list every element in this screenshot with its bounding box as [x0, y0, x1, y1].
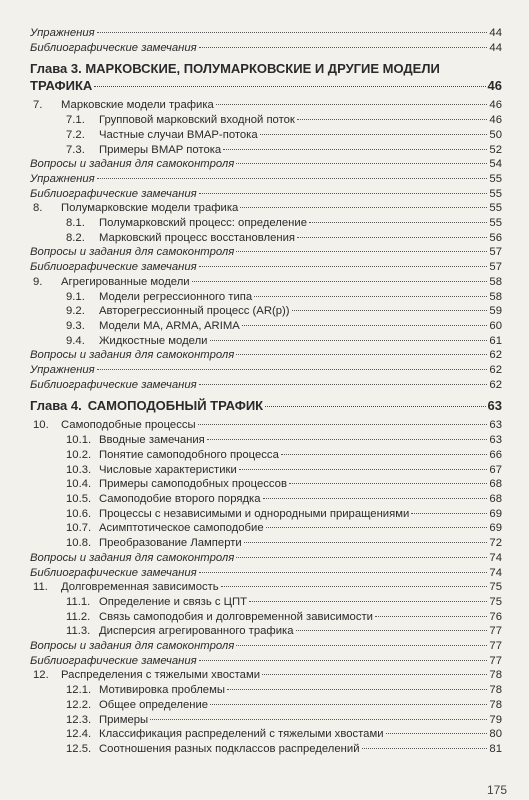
toc-entry: [66, 713, 502, 728]
toc-entry: [66, 727, 502, 742]
chapter-4-page: 63: [487, 398, 502, 414]
toc-entry-page: 58: [489, 290, 502, 303]
toc-entry-number: 11.3.: [66, 625, 91, 638]
toc-entry-page: 74: [489, 551, 502, 564]
toc-entry-label: Упражнения: [30, 27, 95, 39]
leader-dots: [292, 310, 487, 311]
toc-entry-number: 10.3.: [66, 463, 92, 476]
toc-entry-page: 63: [489, 419, 502, 432]
toc-entry: [66, 492, 502, 507]
toc-entry-page: 60: [489, 319, 502, 332]
toc-entry-page: 55: [489, 172, 502, 185]
toc-entry-label: Определение и связь с ЦПТ: [99, 595, 248, 608]
leader-dots: [199, 572, 487, 573]
toc-entry-label: Дисперсия агрегированного трафика: [99, 625, 294, 638]
leader-dots: [199, 266, 487, 267]
toc-entry-number: 10.8.: [66, 537, 92, 550]
toc-entry-page: 69: [489, 522, 502, 535]
toc-entry-label: Вопросы и задания для самоконтроля: [30, 349, 235, 362]
leader-dots: [262, 674, 487, 675]
toc-entry: [30, 172, 502, 187]
toc-entry-label: Авторегрессионный процесс (AR(p)): [99, 305, 290, 318]
toc-entry-label: Примеры самоподобных процессов: [99, 478, 287, 491]
toc-entry-label: Вопросы и задания для самоконтроля: [30, 158, 235, 171]
leader-dots: [97, 178, 487, 179]
leader-dots: [362, 748, 487, 749]
toc-entry-page: 59: [489, 305, 502, 318]
toc-entry: [66, 334, 502, 349]
toc-entry: [66, 143, 502, 158]
toc-entry: [33, 668, 502, 683]
leader-dots: [227, 689, 487, 690]
leader-dots: [199, 660, 487, 661]
toc-entry-page: 46: [489, 99, 502, 112]
toc-entry-page: 44: [489, 27, 502, 39]
leader-dots: [198, 424, 487, 425]
toc-entry: [30, 187, 502, 202]
toc-entry-page: 61: [489, 334, 502, 347]
toc-entry-number: 12.1.: [66, 684, 92, 697]
toc-entry: [66, 521, 502, 536]
toc-entry-page: 44: [489, 41, 502, 54]
toc-entry-label: Долговременная зависимость: [61, 581, 219, 594]
leader-dots: [296, 630, 487, 631]
chapter-4-prefix: Глава 4.: [30, 398, 82, 414]
leader-dots: [386, 733, 487, 734]
leader-dots: [281, 454, 487, 455]
toc-entry: [30, 639, 502, 654]
toc-entry-page: 74: [489, 566, 502, 579]
toc-entry-page: 56: [489, 231, 502, 244]
leader-dots: [216, 104, 487, 105]
toc-entry: [66, 128, 502, 143]
toc-entry-number: 9.: [33, 275, 43, 288]
toc-entry-label: Процессы с независимыми и однородными приращениями: [99, 507, 410, 520]
toc-entry: [66, 610, 502, 625]
toc-entry-page: 79: [489, 713, 502, 726]
toc-entry: [66, 683, 502, 698]
leader-dots: [266, 527, 487, 528]
chapter-3-page: 46: [487, 78, 502, 94]
toc-entry-page: 58: [489, 275, 502, 288]
toc-entry: [66, 448, 502, 463]
chapter-3-title-line1: МАРКОВСКИЕ, ПОЛУМАРКОВСКИЕ И ДРУГИЕ МОДЕЛИ: [85, 61, 440, 77]
toc-entry-page: 66: [489, 448, 502, 461]
toc-entry: [66, 319, 502, 334]
toc-entry-label: Вопросы и задания для самоконтроля: [30, 551, 235, 564]
leader-dots: [97, 369, 487, 370]
toc-entry-page: 68: [489, 492, 502, 505]
toc-entry: [33, 580, 502, 595]
leader-dots: [244, 542, 487, 543]
toc-entry: [30, 41, 502, 56]
leader-dots: [236, 557, 487, 558]
toc-entry: [30, 26, 502, 41]
toc-entry-label: Упражнения: [30, 364, 95, 377]
chapter-4-entries: [30, 418, 502, 756]
toc-entry-page: 78: [489, 684, 502, 697]
leader-dots: [97, 32, 487, 33]
toc-entry-number: 7.3.: [66, 143, 85, 156]
toc-entry-label: Библиографические замечания: [30, 187, 197, 200]
leader-dots: [309, 222, 487, 223]
toc-entry-number: 9.3.: [66, 319, 85, 332]
toc-entry-page: 63: [489, 434, 502, 447]
toc-entry-label: Библиографические замечания: [30, 654, 197, 667]
toc-entry-label: Модели MA, ARMA, ARIMA: [99, 319, 240, 332]
toc-entry: [30, 566, 502, 581]
leader-dots: [375, 616, 487, 617]
toc-entry: [66, 216, 502, 231]
toc-entry-page: 57: [489, 261, 502, 274]
toc-entry: [33, 98, 502, 113]
toc-entry-label: Самоподобие второго порядка: [99, 492, 261, 505]
toc-entry-number: 10.2.: [66, 448, 92, 461]
toc-entry-page: 76: [489, 610, 502, 623]
toc-entry-page: 81: [489, 742, 502, 755]
toc-entry-label: Распределения с тяжелыми хвостами: [61, 669, 261, 682]
toc-entry: [30, 260, 502, 275]
toc-entry: [66, 742, 502, 757]
toc-entry-label: Мотивировка проблемы: [99, 684, 225, 697]
toc-entry: [66, 304, 502, 319]
leader-dots: [265, 406, 485, 407]
leader-dots: [94, 86, 485, 87]
toc-entry-number: 12.4.: [66, 728, 92, 741]
toc-entry: [33, 418, 502, 433]
toc-entry: [66, 231, 502, 246]
toc-entry-label: Марковские модели трафика: [61, 99, 214, 112]
leader-dots: [263, 498, 487, 499]
leader-dots: [242, 325, 487, 326]
toc-entry-page: 68: [489, 478, 502, 491]
chapter-3-title-line2: ТРАФИКА: [30, 78, 93, 94]
toc-entry: [30, 157, 502, 172]
leader-dots: [236, 163, 487, 164]
toc-entry: [30, 245, 502, 260]
toc-entry: [33, 275, 502, 290]
toc-entry: [66, 507, 502, 522]
toc-entry-label: Вопросы и задания для самоконтроля: [30, 640, 235, 653]
leader-dots: [254, 296, 487, 297]
leader-dots: [150, 719, 487, 720]
toc-entry-page: 62: [489, 349, 502, 362]
toc-entry-label: Асимптотическое самоподобие: [99, 522, 264, 535]
toc-entry-label: Групповой марковский входной поток: [99, 114, 295, 127]
leader-dots: [260, 134, 487, 135]
chapter-3-prefix: Глава 3.: [30, 61, 82, 77]
chapter-4-heading: [30, 397, 502, 414]
toc-entry-label: Вводные замечания: [99, 434, 205, 447]
leader-dots: [223, 149, 487, 150]
table-of-contents: [30, 26, 502, 757]
toc-entry-label: Агрегированные модели: [61, 275, 190, 288]
toc-entry-page: 67: [489, 463, 502, 476]
toc-entry-label: Примеры BMAP потока: [99, 143, 222, 156]
toc-entry-label: Понятие самоподобного процесса: [99, 448, 279, 461]
toc-entry-number: 10.5.: [66, 492, 92, 505]
toc-entry-number: 11.1.: [66, 595, 91, 608]
toc-entry-label: Библиографические замечания: [30, 566, 197, 579]
leader-dots: [289, 483, 487, 484]
toc-entry: [66, 463, 502, 478]
toc-entry-page: 75: [489, 595, 502, 608]
toc-entry-number: 8.2.: [66, 231, 85, 244]
toc-entry-number: 10.4.: [66, 478, 92, 491]
toc-entry-number: 9.4.: [66, 334, 85, 347]
toc-entry-label: Преобразование Ламперти: [99, 537, 242, 550]
leader-dots: [411, 513, 487, 514]
toc-entry-label: Жидкостные модели: [99, 334, 208, 347]
toc-entry-number: 11.: [33, 581, 48, 594]
toc-entry-number: 10.7.: [66, 522, 92, 535]
toc-entry-label: Библиографические замечания: [30, 261, 197, 274]
toc-entry-page: 77: [489, 654, 502, 667]
leader-dots: [239, 469, 487, 470]
toc-entry-label: Примеры: [99, 713, 149, 726]
toc-entry-page: 50: [489, 128, 502, 141]
chapter-4-title: САМОПОДОБНЫЙ ТРАФИК: [87, 398, 264, 414]
toc-entry-number: 7.1.: [66, 114, 85, 127]
toc-entry-label: Соотношения разных подклассов распределений: [99, 742, 360, 755]
toc-entry-number: 7.2.: [66, 128, 85, 141]
leader-dots: [207, 439, 487, 440]
leader-dots: [210, 340, 488, 341]
toc-entry-page: 72: [489, 537, 502, 550]
toc-entry-page: 55: [489, 202, 502, 215]
leader-dots: [236, 645, 487, 646]
toc-entry-page: 57: [489, 246, 502, 259]
toc-entry: [30, 551, 502, 566]
toc-entry: [66, 433, 502, 448]
toc-entry-page: 69: [489, 507, 502, 520]
toc-entry-number: 8.: [33, 202, 43, 215]
toc-head-list: [30, 26, 502, 55]
toc-entry-page: 54: [489, 158, 502, 171]
leader-dots: [297, 237, 487, 238]
toc-entry-number: 9.2.: [66, 305, 85, 318]
toc-entry-page: 62: [489, 378, 502, 391]
chapter-3-entries: [30, 98, 502, 392]
page-number: 175: [486, 783, 507, 797]
toc-entry-page: 75: [489, 581, 502, 594]
toc-entry-label: Полумарковские модели трафика: [61, 202, 239, 215]
leader-dots: [199, 47, 487, 48]
toc-entry-label: Библиографические замечания: [30, 41, 197, 54]
toc-entry-number: 12.: [33, 669, 49, 682]
toc-entry-label: Полумарковский процесс: определение: [99, 217, 307, 230]
toc-entry: [30, 378, 502, 393]
toc-entry: [30, 363, 502, 378]
toc-entry-number: 10.: [33, 419, 49, 432]
toc-entry: [66, 536, 502, 551]
toc-entry: [66, 477, 502, 492]
toc-entry-page: 80: [489, 728, 502, 741]
toc-entry: [66, 113, 502, 128]
leader-dots: [221, 586, 487, 587]
toc-entry: [66, 595, 502, 610]
toc-entry-page: 46: [489, 114, 502, 127]
toc-entry-number: 11.2.: [66, 610, 91, 623]
toc-entry: [66, 624, 502, 639]
leader-dots: [199, 384, 487, 385]
leader-dots: [249, 601, 487, 602]
toc-entry-page: 77: [489, 640, 502, 653]
toc-entry-page: 55: [489, 187, 502, 200]
toc-entry: [30, 348, 502, 363]
toc-entry-number: 12.2.: [66, 698, 92, 711]
toc-entry-label: Марковский процесс восстановления: [99, 231, 296, 244]
toc-entry-label: Вопросы и задания для самоконтроля: [30, 246, 235, 259]
leader-dots: [297, 119, 487, 120]
toc-entry-label: Частные случаи BMAP-потока: [99, 128, 258, 141]
toc-entry: [30, 654, 502, 669]
toc-entry-label: Общее определение: [99, 698, 209, 711]
leader-dots: [199, 193, 487, 194]
toc-entry: [66, 698, 502, 713]
toc-entry-number: 7.: [33, 99, 43, 112]
leader-dots: [236, 354, 487, 355]
toc-entry-page: 52: [489, 143, 502, 156]
toc-entry-page: 77: [489, 625, 502, 638]
toc-entry-number: 12.5.: [66, 742, 92, 755]
toc-entry-number: 10.6.: [66, 507, 92, 520]
toc-entry-number: 12.3.: [66, 713, 92, 726]
toc-entry-label: Связь самоподобия и долговременной зависимости: [99, 610, 373, 623]
toc-entry-label: Самоподобные процессы: [61, 419, 196, 432]
toc-entry-label: Библиографические замечания: [30, 378, 197, 391]
toc-entry-page: 78: [489, 669, 502, 682]
toc-entry: [66, 290, 502, 305]
toc-entry: [33, 201, 502, 216]
toc-entry-number: 8.1.: [66, 217, 85, 230]
leader-dots: [240, 207, 487, 208]
toc-entry-number: 9.1.: [66, 290, 85, 303]
leader-dots: [210, 704, 487, 705]
leader-dots: [236, 251, 487, 252]
toc-entry-number: 10.1.: [66, 434, 92, 447]
toc-entry-page: 62: [489, 364, 502, 377]
toc-entry-label: Числовые характеристики: [99, 463, 237, 476]
toc-entry-label: Упражнения: [30, 172, 95, 185]
toc-entry-page: 78: [489, 698, 502, 711]
toc-entry-page: 55: [489, 217, 502, 230]
leader-dots: [192, 281, 487, 282]
toc-entry-label: Модели регрессионного типа: [99, 290, 253, 303]
chapter-3-heading: [30, 60, 502, 94]
toc-entry-label: Классификация распределений с тяжелыми хвостами: [99, 728, 384, 741]
